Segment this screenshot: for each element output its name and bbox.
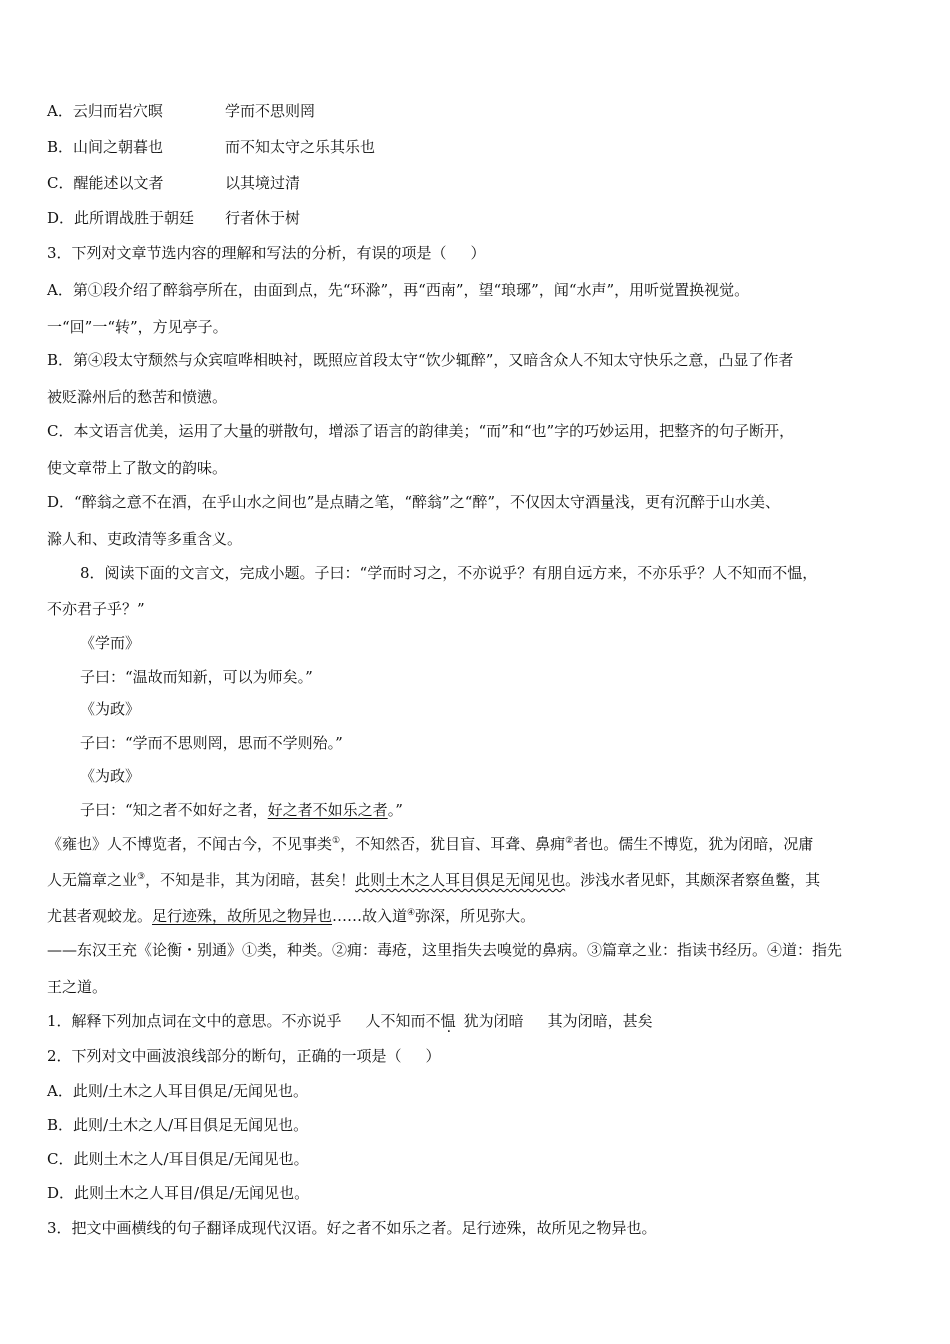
passage-line3 xyxy=(47,905,535,927)
q3-option-c-line2: 使文章带上了散文的韵味。 xyxy=(47,459,228,477)
q3-stem xyxy=(47,242,486,264)
footnote-marker-2: ② xyxy=(565,836,574,846)
subq2-option-c: C．此则土木之人/耳目俱足/无闻见也。 xyxy=(47,1150,309,1168)
quote-wengu: 子曰：“温故而知新，可以为师矣。” xyxy=(80,668,313,686)
quote4-pre: 子曰：“知之者不如好之者， xyxy=(80,801,268,819)
passage-p3-b: ……故入道 xyxy=(332,907,408,925)
source-notes-line1: ——东汉王充《论衡・别通》①类，种类。②痈：毒疮，这里指失去嗅觉的鼻病。③篇章之业：指读书经历。④道：指先 xyxy=(47,941,843,959)
source-weizheng-2: 《为政》 xyxy=(80,767,141,785)
source-xueer: 《学而》 xyxy=(80,634,141,652)
passage-line2 xyxy=(47,869,820,891)
underlined-sentence-2: 足行迹殊，故所见之物异也 xyxy=(152,907,333,925)
underlined-sentence-1: 好之者不如乐之者 xyxy=(267,801,388,819)
option-b-left: B．山间之朝暮也 xyxy=(47,138,164,156)
q3-option-b-line1: B．第④段太守颓然与众宾喧哗相映衬，既照应首段太守“饮少辄醉”，又暗含众人不知太守快乐之意，凸显了作者 xyxy=(47,351,794,369)
q3-option-a-line1: A．第①段介绍了醉翁亭所在，由面到点，先“环滁”，再“西南”，望“琅琊”，闻“水声”，用听觉置换视觉。 xyxy=(47,281,750,299)
passage-p3-c: 弥深，所见弥大。 xyxy=(415,907,536,925)
q3-option-c-line1: C．本文语言优美，运用了大量的骈散句，增添了语言的韵律美；“而”和“也”字的巧妙运用，把整齐的句子断开， xyxy=(47,422,795,440)
subq1-mid2: 犹为闭暗 xyxy=(463,1012,524,1030)
passage-p1-a: 《雍也》人不博览者，不闻古今，不见事类 xyxy=(47,835,333,853)
q8-intro-line2: 不亦君子乎？” xyxy=(47,600,145,618)
option-a-left: A．云归而岩穴暝 xyxy=(47,102,163,120)
subq2-stem-end: ） xyxy=(425,1047,441,1065)
subq2-option-a: A．此则/土木之人耳目俱足/无闻见也。 xyxy=(47,1082,308,1100)
q8-intro-line1: 8．阅读下面的文言文，完成小题。子曰：“学而时习之，不亦说乎？有朋自远方来，不亦乐乎？人不知而不愠， xyxy=(80,564,818,582)
quote-zhizhizhe xyxy=(80,799,403,821)
passage-p2-b: ，不知是非，其为闭暗，甚矣！ xyxy=(145,871,356,889)
footnote-marker-4: ④ xyxy=(407,908,416,918)
subq1-mid1: 人不知而不 xyxy=(365,1012,441,1030)
option-d-left: D．此所谓战胜于朝廷 xyxy=(47,209,195,227)
option-b-right: 而不知太守之乐其乐也 xyxy=(225,138,376,156)
subq2-stem-text: 2．下列对文中画波浪线部分的断句，正确的一项是（ xyxy=(47,1047,402,1065)
passage-p3-a: 尤甚者观蛟龙。 xyxy=(47,907,153,925)
option-d-right: 行者休于树 xyxy=(225,209,301,227)
footnote-marker-1: ① xyxy=(332,836,341,846)
q3-stem-text: 3．下列对文章节选内容的理解和写法的分析，有误的项是（ xyxy=(47,244,447,262)
passage-line1 xyxy=(47,833,813,855)
passage-p1-b: ，不知然否，犹目盲、耳聋、鼻痈 xyxy=(340,835,566,853)
q3-option-d-line2: 滁人和、吏政清等多重含义。 xyxy=(47,530,243,548)
passage-p2-a: 人无篇章之业 xyxy=(47,871,138,889)
source-notes-line2: 王之道。 xyxy=(47,978,108,996)
wavy-underlined-sentence: 此则土木之人耳目俱足无闻见也 xyxy=(355,871,566,889)
subq2-option-d: D．此则土木之人耳目/俱足/无闻见也。 xyxy=(47,1184,310,1202)
q3-stem-end: ） xyxy=(470,244,486,262)
footnote-marker-3: ③ xyxy=(137,872,146,882)
quote4-post: 。” xyxy=(387,801,403,819)
q3-option-a-line2: 一“回”一“转”，方见亭子。 xyxy=(47,318,228,336)
subq1 xyxy=(47,1010,653,1032)
option-c-left: C．醒能述以文者 xyxy=(47,174,164,192)
q3-option-b-line2: 被贬滁州后的愁苦和愤懑。 xyxy=(47,388,228,406)
option-a-right: 学而不思则罔 xyxy=(225,102,316,120)
subq1-mid3: 其为闭暗，甚矣 xyxy=(547,1012,653,1030)
source-weizheng-1: 《为政》 xyxy=(80,700,141,718)
option-c-right: 以其境过清 xyxy=(225,174,301,192)
subq2-stem xyxy=(47,1045,441,1067)
dotted-char: 愠 xyxy=(440,1012,456,1030)
passage-p2-c: 。涉浅水者见虾，其颇深者察鱼鳖，其 xyxy=(565,871,821,889)
subq1-pre: 1．解释下列加点词在文中的意思。不亦说乎 xyxy=(47,1012,342,1030)
passage-p1-c: 者也。儒生不博览，犹为闭暗，况庸 xyxy=(573,835,814,853)
q3-option-d-line1: D．“醉翁之意不在酒，在乎山水之间也”是点睛之笔，“醉翁”之“醉”，不仅因太守酒量浅，更有沉醉于山水美、 xyxy=(47,493,781,511)
quote-xueersi: 子曰：“学而不思则罔，思而不学则殆。” xyxy=(80,734,343,752)
subq2-option-b: B．此则/土木之人/耳目俱足无闻见也。 xyxy=(47,1116,309,1134)
subq3: 3．把文中画横线的句子翻译成现代汉语。好之者不如乐之者。足行迹殊，故所见之物异也。 xyxy=(47,1219,657,1237)
